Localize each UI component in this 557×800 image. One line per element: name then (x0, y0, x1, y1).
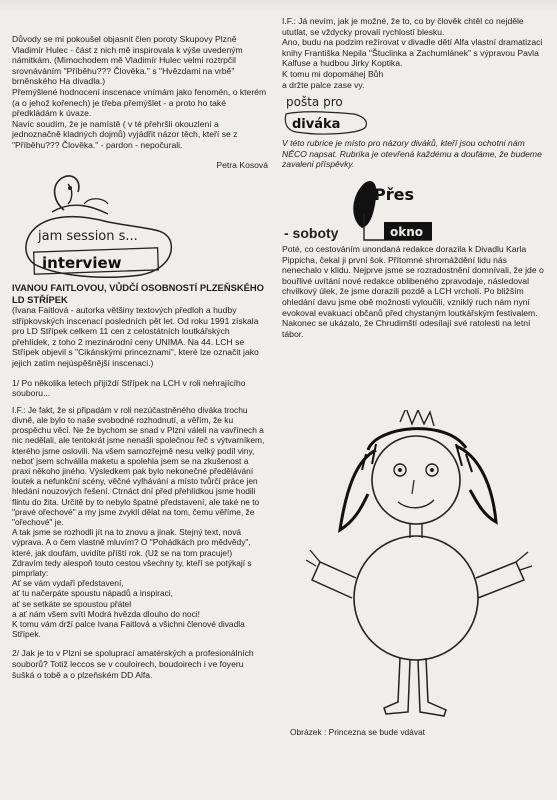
interview-heading: IVANOU FAITLOVOU, VŮDČÍ OSOBNOSTÍ PLZEŇSKÉHO LD STŘÍPEK (12, 282, 264, 305)
review-signature: Petra Kosová (216, 159, 268, 170)
posta-pro-divaka-art (282, 92, 544, 138)
jam-session-art (12, 170, 268, 282)
pres-soboty-drawing (282, 174, 544, 244)
left-column (12, 34, 268, 680)
okno-label: okno (390, 224, 424, 239)
princess-drawing (306, 410, 546, 722)
divaka-label: diváka (292, 117, 341, 133)
posta-pro-divaka-drawing (282, 92, 544, 138)
question-2: 2/ Jak je to v Plzni se spoluprací amatérských a profesionálních souborů? Totiž leccos se v couloirech, boudoirech i ve foyeru šušká o tobě a o plzeňském DD Alfa. (12, 648, 254, 680)
posta-pro-label: pošta pro (286, 95, 343, 110)
rubric-note: V této rubrice je místo pro názory diváků, kteří jsou ochotni nám NĚCO napsat. Rubrika je otevřená každému a doufáme, že budeme zavaleni příspěvky. (282, 138, 542, 170)
answer-1: I.F.: Je fakt, že si připadám v roli nezúčastněného diváka trochu divně, ale bylo to naše svobodné rozhodnutí, a věřím, že ku prospěchu věci. Ne že bychom se snad v Plzni váleli na vavřínech a nic nedělali, ale tentokrát jsme nenašli společnou řeč s výtvarníkem, kterého jsme oslovili. Na všem samozřejmě nesu velký podíl viny, neboť jsem schválila maketu a spolehla jsem se na zkušenost a praxi někoho jiného. Výsledkem pak bylo nekonečné předělávání loutek a nefunkční scény, věčné vylhávání a místo tvůrčí práce jen hledání nouzových řešení. Ctrnáct dní před přehlídkou jsme hodili flintu do žita. Určitě by to nebylo špatné představení, ale také ne to "pravé ořechové" a my jsme zvyklí dělat na tom, čemu věříme, že "ořechové" je. A tak jsme se rozhodli jít na to znovu a jinak. Stejný text, nová výprava. A o čem vlastně mluvím? O "Pohádkách pro mědvědy", které, jak doufám, uvidíte příští rok. (Už se na tom pracuje!) Zdravím tedy alespoň touto cestou všechny ty, kteří se potýkají s pimprlaty: Ať se vám vydaří představení, ať tu načerpáte spoustu nápadů a inspiraci, ať se setkáte se spoustou přátel a ať nám všem svítí Modrá hvězda dlouho do noci! K tomu vám drží palce Ivana Faitlová a všichni členové divadla Střípek. (12, 404, 265, 640)
drawing-caption: Obrázek : Princezna se bude vdávat (290, 727, 426, 737)
pres-label: Přes (374, 184, 414, 204)
interview-bio: (Ivana Faitlová - autorka většiny textových předloh a hudby střípkovských inscenací posledních pět let. Od roku 1991 získala pro LD Střípek celkem 11 cen z celostátních loutkářských přehlídek, z toho 2 mezinárodní ceny UNIMA. Na 44. LCH se Střípek objevil s "Cikánskými princeznami", které lze označit jako jejich zatím nejúspěšnější inscenaci.) (12, 304, 259, 368)
page-fold-shadow (0, 0, 557, 12)
pres-soboty-art (282, 174, 544, 244)
jam-session-label: jam session s... (38, 229, 138, 245)
review-text: Důvody se mi pokoušel objasnit člen poroty Skupovy Plzně Vladimír Hulec - část z nich mě inspirovala k výše uvedeným námitkám. (Mimochodem mě Vladimír Hulec velmi roztrpčil srovnáváním "Příběhu??? Člověka." s "Hvězdami na vrbě" brněnského Ha divadla.) Přemýšlené hodnocení inscenace vnímám jako fenomén, o kterém (a o jehož kořenech) je třeba přemýšlet - a proto ho také předkládám k úvaze. Navíc soudím, že je namístě ( v té přehršli okouzlení a jednoznačně kladných dojmů) vyjádřit názor těch, kteří se z "Příběhu??? Člověka." - pardon - nepočurali. (12, 34, 267, 150)
jam-session-drawing (12, 170, 268, 282)
question-1: 1/ Po několika letech přijíždí Střípek na LCH v roli nehrajícího souboru... (12, 377, 246, 399)
right-column (282, 16, 544, 339)
interview-label: interview (42, 254, 122, 273)
story-text: Poté, co cestováním unondaná redakce dorazila k Divadlu Karla Pippicha, čekal ji první šok. Přítomné shromáždění lidu nás nenechalo v klidu. Nejprve jsme se rozradostnění domnívali, že jde o bouřlivé uvítání nové redakce oblibeného zpravodaje, následoval chvilkový úlek, že jsme dorazili pozdě a LCH vrcholí. Po bližším ohledání davu jsme obě možnosti vyloučili, vzniklý ruch nám nyní evokoval evakuaci občanů před chystaným loutkářským festivalem. Nakonec se ukázalo, že Chrudimští odesílají své ratolesti na letní tábor. (282, 243, 544, 339)
answer-2: I.F.: Já nevím, jak je možné, že to, co by člověk chtěl co nejděle ututlat, se vždycky provalí rychlostí blesku. Ano, budu na podzim režírovat v divadle dětí Alfa vlastní dramatizaci knihy Františka Nepila "Štuclinka a Zachumlánek" s výpravou Pavla Kalfuse a hudbou Jirky Koptika. K tomu mi dopomáhej Bůh a držte palce zase vy. (282, 16, 543, 90)
soboty-label: - soboty (284, 224, 339, 241)
